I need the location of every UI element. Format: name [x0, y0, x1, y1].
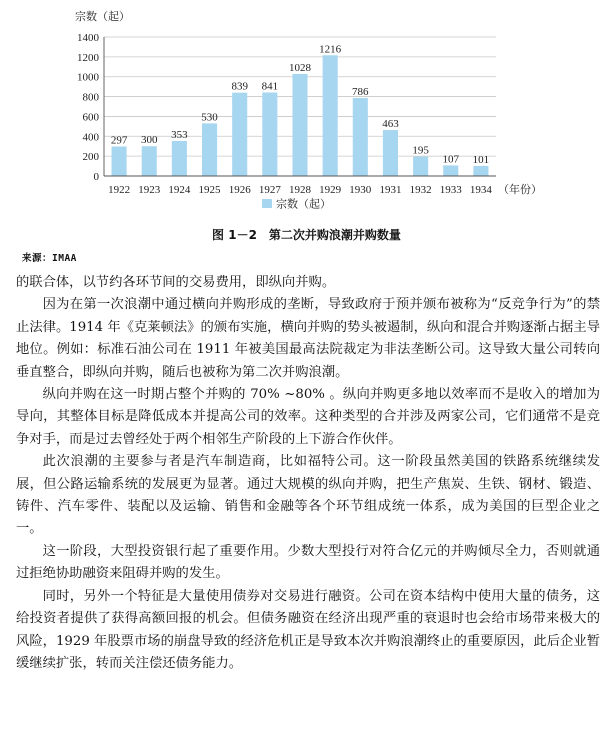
y-axis-label: 宗数（起） — [75, 11, 130, 23]
x-tick-label: 1934 — [469, 184, 492, 196]
x-tick-label: 1923 — [138, 184, 161, 196]
y-tick-label: 1400 — [77, 32, 99, 44]
x-tick-label: 1932 — [409, 184, 432, 196]
x-axis-label: （年份） — [498, 184, 542, 196]
paragraph-5: 这一阶段，大型投资银行起了重要作用。少数大型投行对符合亿元的并购倾尽全力，否则就通过拒绝协助融资来阻碍并购的发生。 — [16, 543, 600, 582]
data-label: 353 — [171, 128, 188, 141]
body-text — [16, 272, 600, 675]
data-label: 101 — [472, 153, 490, 166]
figure-caption: 图 1－2 第二次并购浪潮并购数量 — [212, 228, 401, 242]
bar — [473, 166, 488, 176]
x-tick-label: 1933 — [439, 184, 462, 196]
data-label: 530 — [201, 111, 218, 124]
x-tick-label: 1927 — [258, 184, 281, 196]
x-tick-label: 1925 — [198, 184, 221, 196]
figure-source: 来源：IMAA — [22, 253, 77, 264]
y-tick-label: 0 — [93, 171, 99, 183]
paragraph-6: 同时，另外一个特征是大量使用债券对交易进行融资。公司在资本结构中使用大量的债务，这给投资者提供了获得高额回报的机会。但债务融资在经济出现严重的衰退时也会给市场带来极大的风险，1929 年股票市场的崩盘导致的经济危机正是导致本次并购浪潮终止的重要原因，此后企业暂缓继续扩张，转而关注偿还债务能力。 — [16, 588, 600, 671]
x-tick-label: 1924 — [168, 184, 191, 196]
x-tick-label: 1929 — [319, 184, 342, 196]
bar — [202, 123, 217, 176]
y-tick-label: 800 — [82, 91, 99, 104]
bar — [353, 98, 368, 176]
data-label: 300 — [140, 134, 158, 147]
x-tick-label: 1922 — [108, 184, 131, 196]
bar — [413, 157, 428, 176]
data-label: 841 — [261, 80, 279, 93]
x-tick-label: 1928 — [289, 184, 311, 196]
paragraph-3: 纵向并购在这一时期占整个并购的 70% ~80% 。纵向并购更多地以效率而不是收入的增加为导向，其整体目标是降低成本并提高公司的效率。这种类型的合并涉及两家公司，它们通常不是竞争对手，而是过去曾经处于两个相邻生产阶段的上下游合作伙伴。 — [16, 387, 600, 447]
y-tick-label: 600 — [82, 111, 99, 124]
bar — [443, 165, 458, 176]
y-tick-label: 200 — [82, 151, 99, 164]
bar — [232, 93, 247, 176]
y-tick-label: 400 — [82, 131, 99, 144]
data-label: 839 — [231, 80, 248, 93]
legend-label: 宗数（起） — [276, 198, 331, 211]
bar — [323, 55, 338, 176]
bar — [383, 130, 398, 176]
data-label: 786 — [352, 85, 369, 98]
x-tick-label: 1931 — [379, 184, 402, 196]
y-tick-label: 1000 — [77, 71, 99, 84]
merger-count-bar-chart — [0, 0, 613, 218]
legend-swatch — [262, 199, 272, 208]
bar — [292, 74, 307, 176]
data-label: 1028 — [289, 61, 311, 74]
x-tick-label: 1926 — [228, 184, 251, 196]
data-label: 107 — [442, 153, 460, 166]
bar — [142, 146, 157, 176]
y-tick-label: 1200 — [77, 51, 99, 64]
paragraph-4: 此次浪潮的主要参与者是汽车制造商，比如福特公司。这一阶段虽然美国的铁路系统继续发展，但公路运输系统的发展更为显著。通过大规模的纵向并购，把生产焦炭、生铁、钢材、锻造、铸件、汽车零件、装配以及运输、销售和金融等各个环节组成统一体系，成为美国的巨型企业之一。 — [16, 454, 600, 537]
bar — [172, 141, 187, 176]
data-label: 463 — [382, 118, 399, 131]
data-label: 195 — [412, 144, 429, 157]
bar — [112, 147, 127, 176]
data-label: 1216 — [319, 43, 342, 56]
paragraph-2: 因为在第一次浪潮中通过横向并购形成的垄断，导致政府于预并颁布被称为“反竞争行为”的禁止法律。1914 年《克莱顿法》的颁布实施，横向并购的势头被遏制，纵向和混合并购逐渐占据主导地位。例如：标准石油公司在 1911 年被美国最高法院裁定为非法垄断公司。这导致大量公司转向垂直整合，即纵向并购，随后也被称为第二次并购浪潮。 — [16, 297, 600, 380]
data-label: 297 — [110, 134, 128, 147]
paragraph-1: 的联合体，以节约各环节间的交易费用，即纵向并购。 — [16, 275, 336, 290]
bar — [262, 93, 277, 176]
x-tick-label: 1930 — [349, 184, 372, 196]
